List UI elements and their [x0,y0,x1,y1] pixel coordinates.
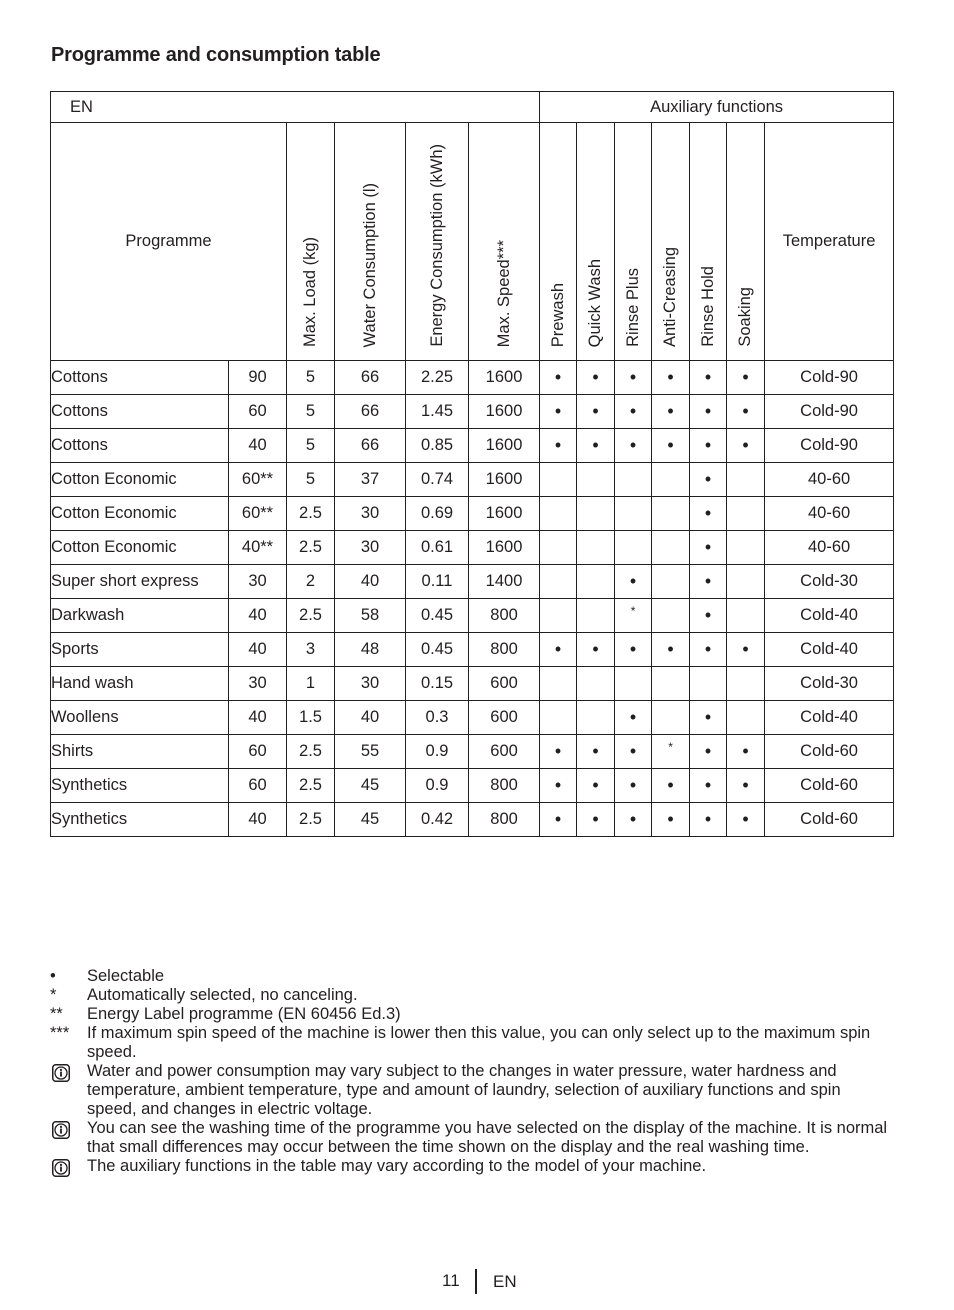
auxiliary-cell [540,701,577,735]
column-header [406,123,469,361]
auxiliary-cell [727,463,765,497]
auxiliary-cell [577,497,615,531]
auxiliary-cell [615,395,652,429]
page-footer [0,1269,954,1295]
programme-temperature: 40 [229,599,287,633]
auxiliary-cell [690,633,727,667]
selectable-marker: • [742,809,749,829]
energy-consumption: 0.9 [406,735,469,769]
selectable-marker: • [554,775,562,795]
water-consumption: 58 [335,599,406,633]
auxiliary-cell [577,769,615,803]
auxiliary-cell [540,735,577,769]
auxiliary-cell [690,565,727,599]
selectable-marker: • [742,367,749,387]
programme-temperature: 90 [229,361,287,395]
note-item [50,1062,892,1119]
note-text: Energy Label programme (EN 60456 Ed.3) [87,1005,401,1023]
temperature-range: Cold-40 [765,633,894,667]
table-row [51,361,894,395]
selectable-marker: • [704,809,712,829]
selectable-marker: • [629,401,637,421]
energy-consumption: 0.11 [406,565,469,599]
auxiliary-cell [577,803,615,837]
energy-consumption: 0.74 [406,463,469,497]
water-consumption: 30 [335,497,406,531]
programme-temperature: 30 [229,565,287,599]
column-header-label: Quick Wash [586,258,605,347]
selectable-marker: • [742,639,749,659]
energy-consumption: 0.42 [406,803,469,837]
programme-name: Cottons [51,361,229,395]
auxiliary-cell [727,803,765,837]
auxiliary-cell [727,531,765,565]
auxiliary-cell [540,531,577,565]
energy-consumption: 0.45 [406,633,469,667]
selectable-marker: • [704,469,712,489]
programme-temperature: 40** [229,531,287,565]
max-load: 2.5 [287,735,335,769]
programme-name: Sports [51,633,229,667]
programme-name: Synthetics [51,803,229,837]
auxiliary-cell [577,735,615,769]
energy-consumption: 0.15 [406,667,469,701]
programme-temperature: 60** [229,463,287,497]
selectable-marker: • [667,401,674,421]
max-speed: 600 [469,735,540,769]
programme-temperature: 30 [229,667,287,701]
footer-divider [475,1269,477,1294]
selectable-marker: • [554,367,562,387]
table-row [51,803,894,837]
temperature-range: Cold-40 [765,599,894,633]
water-consumption: 30 [335,531,406,565]
auxiliary-cell [615,803,652,837]
energy-consumption: 0.61 [406,531,469,565]
auxiliary-cell [652,565,690,599]
auxiliary-cell [652,735,690,769]
selectable-marker: • [704,435,712,455]
selectable-marker: • [629,367,637,387]
selectable-marker: • [704,401,712,421]
selectable-marker: • [554,741,562,761]
selectable-marker: • [592,809,599,829]
max-load: 2.5 [287,803,335,837]
auxiliary-cell [577,361,615,395]
programme-name: Shirts [51,735,229,769]
auxiliary-cell [690,429,727,463]
note-item [50,1119,892,1157]
auxiliary-cell [615,565,652,599]
auxiliary-cell [690,803,727,837]
auxiliary-cell [727,667,765,701]
selectable-marker: • [629,435,637,455]
auxiliary-cell [652,701,690,735]
auxiliary-cell [615,735,652,769]
page-number: 11 [442,1271,460,1290]
selectable-marker: • [667,639,674,659]
auxiliary-cell [690,463,727,497]
auxiliary-cell [540,633,577,667]
auxiliary-cell [652,361,690,395]
note-text: You can see the washing time of the programme you have selected on the display of the machine. It is normal that small differences may occur between the time shown on the display and the real washing time. [87,1119,888,1156]
auxiliary-cell [615,633,652,667]
note-item [50,1157,892,1176]
water-consumption: 37 [335,463,406,497]
programme-temperature: 60 [229,735,287,769]
auxiliary-cell [577,463,615,497]
auxiliary-cell [615,769,652,803]
temperature-range: 40-60 [765,497,894,531]
max-speed: 1600 [469,361,540,395]
energy-consumption: 2.25 [406,361,469,395]
auxiliary-cell [577,395,615,429]
temperature-range: Cold-30 [765,565,894,599]
auxiliary-cell [652,599,690,633]
table-row [51,497,894,531]
programme-name: Super short express [51,565,229,599]
selectable-marker: • [554,639,562,659]
programme-consumption-table [50,91,894,837]
auxiliary-cell [615,531,652,565]
selectable-marker: • [704,741,712,761]
programme-header: Programme [51,123,287,361]
programme-temperature: 40 [229,701,287,735]
programme-temperature: 60** [229,497,287,531]
column-header-label: Water Consumption (l) [360,182,379,347]
max-speed: 800 [469,599,540,633]
selectable-marker: • [704,571,712,591]
water-consumption: 66 [335,361,406,395]
column-header-label: Rinse Hold [698,266,717,347]
note-text: Water and power consumption may vary subject to the changes in water pressure, water hardness and temperature, ambient temperature, type and amount of laundry, selection of auxiliary functions and spin speed, and changes in electric voltage. [87,1062,841,1118]
note-item [50,1024,892,1062]
max-speed: 600 [469,667,540,701]
auxiliary-cell [652,667,690,701]
auxiliary-cell [727,361,765,395]
auxiliary-cell [690,395,727,429]
selectable-marker: • [742,401,749,421]
temperature-range: 40-60 [765,463,894,497]
auxiliary-cell [540,463,577,497]
water-consumption: 40 [335,565,406,599]
auxiliary-cell [615,667,652,701]
auxiliary-cell [652,429,690,463]
auxiliary-cell [690,735,727,769]
max-speed: 1400 [469,565,540,599]
max-load: 1.5 [287,701,335,735]
selectable-marker: • [704,537,712,557]
programme-name: Cottons [51,429,229,463]
auxiliary-cell [727,429,765,463]
max-speed: 800 [469,803,540,837]
selectable-marker: • [629,775,637,795]
max-load: 5 [287,463,335,497]
auxiliary-cell [690,361,727,395]
auxiliary-cell [652,395,690,429]
max-load: 2 [287,565,335,599]
selectable-marker: • [592,435,599,455]
column-header-label: Soaking [736,287,755,347]
selectable-marker: • [554,401,562,421]
note-text: Automatically selected, no canceling. [87,986,358,1004]
column-header-label: Max. Load (kg) [301,236,319,347]
auxiliary-cell [615,599,652,633]
selectable-marker: • [554,435,562,455]
water-consumption: 40 [335,701,406,735]
selectable-marker: • [667,775,674,795]
auxiliary-cell [577,531,615,565]
temperature-range: Cold-90 [765,361,894,395]
legend-notes [50,967,892,1176]
auxiliary-cell [690,497,727,531]
column-header [727,123,765,361]
column-header [577,123,615,361]
programme-name: Cotton Economic [51,497,229,531]
auxiliary-cell [577,701,615,735]
auxiliary-cell [577,633,615,667]
table-row [51,565,894,599]
note-text: The auxiliary functions in the table may vary according to the model of your machine. [87,1157,707,1175]
note-item [50,967,892,986]
max-load: 2.5 [287,599,335,633]
auxiliary-cell [727,701,765,735]
table-row [51,599,894,633]
max-speed: 1600 [469,395,540,429]
auxiliary-cell [577,667,615,701]
selectable-marker: • [742,435,749,455]
temperature-range: Cold-60 [765,803,894,837]
column-header [652,123,690,361]
note-text: Selectable [87,967,165,985]
auxiliary-cell [615,463,652,497]
note-marker: *** [50,1024,70,1042]
selectable-marker: • [667,809,674,829]
max-speed: 1600 [469,429,540,463]
energy-consumption: 0.45 [406,599,469,633]
temperature-header: Temperature [765,123,894,361]
column-header [540,123,577,361]
column-header-label: Rinse Plus [623,268,642,347]
max-speed: 1600 [469,497,540,531]
table-row [51,769,894,803]
max-load: 5 [287,429,335,463]
programme-name: Synthetics [51,769,229,803]
note-text: If maximum spin speed of the machine is lower then this value, you can only select up to the maximum spin speed. [87,1024,871,1061]
auxiliary-cell [727,599,765,633]
water-consumption: 66 [335,395,406,429]
max-load: 1 [287,667,335,701]
selectable-marker: • [629,639,637,659]
table-row [51,531,894,565]
table-row [51,735,894,769]
table-row [51,395,894,429]
selectable-marker: • [592,775,599,795]
temperature-range: Cold-90 [765,429,894,463]
table-row [51,667,894,701]
auxiliary-cell [540,429,577,463]
language-label: EN [51,92,540,123]
selectable-marker: • [667,435,674,455]
water-consumption: 30 [335,667,406,701]
auxiliary-cell [577,565,615,599]
column-header [615,123,652,361]
auxiliary-cell [540,599,577,633]
auxiliary-cell [727,633,765,667]
selectable-marker: • [629,809,637,829]
column-header [469,123,540,361]
temperature-range: Cold-60 [765,769,894,803]
column-header [335,123,406,361]
temperature-range: Cold-60 [765,735,894,769]
temperature-range: Cold-30 [765,667,894,701]
auxiliary-cell [727,395,765,429]
auxiliary-cell [727,769,765,803]
auxiliary-cell [652,633,690,667]
energy-consumption: 0.85 [406,429,469,463]
auxiliary-cell [615,361,652,395]
water-consumption: 45 [335,769,406,803]
energy-consumption: 0.3 [406,701,469,735]
note-marker: • [50,967,56,985]
max-speed: 800 [469,633,540,667]
auto-selected-marker: * [630,604,636,618]
max-speed: 800 [469,769,540,803]
auxiliary-cell [652,769,690,803]
selectable-marker: • [592,401,599,421]
programme-name: Cotton Economic [51,531,229,565]
note-marker: ** [50,1005,63,1023]
footer-language: EN [493,1272,517,1291]
programme-temperature: 40 [229,429,287,463]
max-load: 2.5 [287,531,335,565]
auxiliary-cell [652,531,690,565]
programme-name: Woollens [51,701,229,735]
max-load: 3 [287,633,335,667]
table-row [51,463,894,497]
column-header [690,123,727,361]
selectable-marker: • [704,639,712,659]
auxiliary-cell [540,395,577,429]
selectable-marker: • [704,775,712,795]
auxiliary-cell [577,429,615,463]
auxiliary-cell [727,497,765,531]
column-header-label: Max. Speed*** [494,239,513,347]
max-load: 2.5 [287,497,335,531]
page-title: Programme and consumption table [51,44,381,66]
selectable-marker: • [592,741,599,761]
auxiliary-cell [727,735,765,769]
auxiliary-cell [652,463,690,497]
auxiliary-cell [540,565,577,599]
auxiliary-cell [652,497,690,531]
auxiliary-cell [652,803,690,837]
energy-consumption: 0.9 [406,769,469,803]
selectable-marker: • [704,503,712,523]
water-consumption: 45 [335,803,406,837]
note-item [50,1005,892,1024]
auxiliary-cell [540,769,577,803]
auxiliary-cell [540,667,577,701]
temperature-range: 40-60 [765,531,894,565]
programme-temperature: 60 [229,395,287,429]
column-header-label: Anti-Creasing [661,247,680,347]
selectable-marker: • [629,741,637,761]
programme-name: Hand wash [51,667,229,701]
selectable-marker: • [592,367,599,387]
note-item [50,986,892,1005]
programme-name: Darkwash [51,599,229,633]
note-marker: * [50,986,57,1004]
auxiliary-cell [690,667,727,701]
table-row [51,429,894,463]
table-row [51,633,894,667]
temperature-range: Cold-90 [765,395,894,429]
auxiliary-cell [690,531,727,565]
auxiliary-cell [540,361,577,395]
column-header-label: Prewash [548,282,567,347]
temperature-range: Cold-40 [765,701,894,735]
programme-temperature: 60 [229,769,287,803]
water-consumption: 66 [335,429,406,463]
selectable-marker: • [742,775,749,795]
programme-name: Cottons [51,395,229,429]
water-consumption: 55 [335,735,406,769]
table-row [51,701,894,735]
selectable-marker: • [629,707,637,727]
auxiliary-cell [690,701,727,735]
max-load: 5 [287,395,335,429]
selectable-marker: • [592,639,599,659]
selectable-marker: • [742,741,749,761]
auxiliary-cell [615,701,652,735]
auxiliary-cell [540,497,577,531]
max-speed: 1600 [469,531,540,565]
selectable-marker: • [704,605,712,625]
programme-temperature: 40 [229,803,287,837]
auxiliary-cell [577,599,615,633]
selectable-marker: • [667,367,674,387]
water-consumption: 48 [335,633,406,667]
max-load: 2.5 [287,769,335,803]
selectable-marker: • [704,367,712,387]
auxiliary-cell [615,429,652,463]
auxiliary-cell [690,769,727,803]
auxiliary-cell [615,497,652,531]
max-load: 5 [287,361,335,395]
auxiliary-cell [540,803,577,837]
programme-name: Cotton Economic [51,463,229,497]
selectable-marker: • [629,571,637,591]
column-header [287,123,335,361]
programme-temperature: 40 [229,633,287,667]
selectable-marker: • [704,707,712,727]
selectable-marker: • [554,809,562,829]
energy-consumption: 0.69 [406,497,469,531]
max-speed: 1600 [469,463,540,497]
auto-selected-marker: * [668,740,673,754]
energy-consumption: 1.45 [406,395,469,429]
auxiliary-functions-header: Auxiliary functions [540,92,894,123]
auxiliary-cell [727,565,765,599]
auxiliary-cell [690,599,727,633]
column-header-label: Energy Consumption (kWh) [427,144,446,347]
max-speed: 600 [469,701,540,735]
